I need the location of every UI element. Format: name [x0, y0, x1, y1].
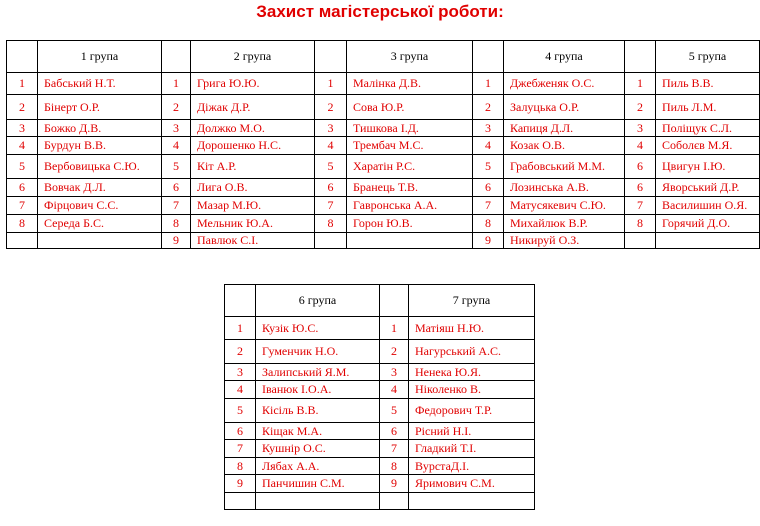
student-number: 4 — [7, 137, 38, 155]
student-name: Тишкова І.Д. — [347, 120, 473, 137]
student-number: 1 — [315, 73, 347, 95]
student-number: 8 — [625, 215, 656, 233]
student-number — [7, 233, 38, 249]
student-number: 1 — [380, 317, 409, 340]
group-header: 1 група — [38, 41, 162, 73]
table-row — [225, 364, 535, 381]
student-number: 7 — [162, 197, 191, 215]
student-number: 1 — [7, 73, 38, 95]
student-number: 2 — [625, 95, 656, 120]
student-number: 1 — [225, 317, 256, 340]
table-row — [7, 197, 760, 215]
student-name: Бінерт О.Р. — [38, 95, 162, 120]
student-number — [315, 233, 347, 249]
student-name: Пиль В.В. — [656, 73, 760, 95]
student-number — [225, 493, 256, 510]
group-header: 6 група — [256, 285, 380, 317]
table-row — [225, 340, 535, 364]
student-number: 3 — [225, 364, 256, 381]
table-row — [7, 179, 760, 197]
student-name: Никируй О.З. — [504, 233, 625, 249]
student-number: 7 — [380, 440, 409, 458]
group-header: 2 група — [191, 41, 315, 73]
group-header: 5 група — [656, 41, 760, 73]
groups-table-2 — [224, 284, 535, 510]
student-name — [409, 493, 535, 510]
student-number: 9 — [162, 233, 191, 249]
student-name: Козак О.В. — [504, 137, 625, 155]
table-row — [225, 399, 535, 423]
student-number: 2 — [473, 95, 504, 120]
student-number: 8 — [380, 458, 409, 475]
student-number: 5 — [473, 155, 504, 179]
student-name: Лябах А.А. — [256, 458, 380, 475]
student-number: 1 — [162, 73, 191, 95]
student-name: Капиця Д.Л. — [504, 120, 625, 137]
student-name: Кузік Ю.С. — [256, 317, 380, 340]
student-number: 2 — [380, 340, 409, 364]
header-number-cell — [225, 285, 256, 317]
student-number: 3 — [162, 120, 191, 137]
student-name: Фірцович С.С. — [38, 197, 162, 215]
student-name: Грига Ю.Ю. — [191, 73, 315, 95]
header-number-cell — [473, 41, 504, 73]
student-number: 2 — [7, 95, 38, 120]
student-name: Божко Д.В. — [38, 120, 162, 137]
student-number: 2 — [315, 95, 347, 120]
student-number: 9 — [380, 475, 409, 493]
student-number: 7 — [315, 197, 347, 215]
student-name: Федорович Т.Р. — [409, 399, 535, 423]
student-number: 9 — [225, 475, 256, 493]
table-row — [225, 475, 535, 493]
student-name — [656, 233, 760, 249]
student-number: 9 — [473, 233, 504, 249]
table-row — [225, 423, 535, 440]
student-name: Яворський Д.Р. — [656, 179, 760, 197]
table-row — [225, 458, 535, 475]
student-number: 1 — [473, 73, 504, 95]
table-row — [225, 381, 535, 399]
student-number: 6 — [315, 179, 347, 197]
student-number: 4 — [225, 381, 256, 399]
group-header: 3 група — [347, 41, 473, 73]
student-number: 7 — [225, 440, 256, 458]
student-name: Бабський Н.Т. — [38, 73, 162, 95]
student-name: Павлюк С.І. — [191, 233, 315, 249]
student-number: 6 — [225, 423, 256, 440]
student-name: Мельник Ю.А. — [191, 215, 315, 233]
table-row — [7, 233, 760, 249]
student-number: 5 — [380, 399, 409, 423]
student-name: Гуменчик Н.О. — [256, 340, 380, 364]
student-name: Сова Ю.Р. — [347, 95, 473, 120]
student-number: 5 — [315, 155, 347, 179]
student-number: 4 — [380, 381, 409, 399]
student-name: Кіт А.Р. — [191, 155, 315, 179]
student-name: Панчишин С.М. — [256, 475, 380, 493]
student-number: 4 — [625, 137, 656, 155]
student-name: Джебженяк О.С. — [504, 73, 625, 95]
student-number: 5 — [225, 399, 256, 423]
header-number-cell — [625, 41, 656, 73]
student-name: Дорошенко Н.С. — [191, 137, 315, 155]
student-name: Діжак Д.Р. — [191, 95, 315, 120]
student-name — [38, 233, 162, 249]
group-header: 4 група — [504, 41, 625, 73]
student-number — [625, 233, 656, 249]
student-number: 4 — [162, 137, 191, 155]
student-name: Кісіль В.В. — [256, 399, 380, 423]
student-number: 6 — [162, 179, 191, 197]
student-name: Залуцька О.Р. — [504, 95, 625, 120]
table-row — [7, 73, 760, 95]
student-name: Матусякевич С.Ю. — [504, 197, 625, 215]
table-row — [225, 317, 535, 340]
table-row — [225, 440, 535, 458]
student-name: Гладкий Т.І. — [409, 440, 535, 458]
student-number: 3 — [380, 364, 409, 381]
student-name: Вовчак Д.Л. — [38, 179, 162, 197]
groups-table-1 — [6, 40, 760, 249]
student-number: 6 — [380, 423, 409, 440]
student-number: 3 — [473, 120, 504, 137]
student-number: 3 — [315, 120, 347, 137]
student-name: Горон Ю.В. — [347, 215, 473, 233]
table-row — [7, 155, 760, 179]
student-number: 6 — [625, 179, 656, 197]
student-number: 3 — [7, 120, 38, 137]
table-row — [7, 120, 760, 137]
student-name: Соболєв М.Я. — [656, 137, 760, 155]
table-row — [7, 95, 760, 120]
student-number: 8 — [225, 458, 256, 475]
student-name: ВурстаД.І. — [409, 458, 535, 475]
student-name: Кушнір О.С. — [256, 440, 380, 458]
student-name — [256, 493, 380, 510]
header-number-cell — [315, 41, 347, 73]
student-name: Поліщук С.Л. — [656, 120, 760, 137]
student-number: 2 — [162, 95, 191, 120]
student-number: 8 — [315, 215, 347, 233]
student-number — [380, 493, 409, 510]
header-number-cell — [380, 285, 409, 317]
student-number: 6 — [625, 155, 656, 179]
student-name: Харатін Р.С. — [347, 155, 473, 179]
student-number: 1 — [625, 73, 656, 95]
table-row — [7, 215, 760, 233]
student-name: Лига О.В. — [191, 179, 315, 197]
header-row — [225, 285, 535, 317]
student-name: Цвигун І.Ю. — [656, 155, 760, 179]
student-name: Должко М.О. — [191, 120, 315, 137]
student-number: 8 — [162, 215, 191, 233]
student-number: 7 — [473, 197, 504, 215]
student-number: 4 — [315, 137, 347, 155]
student-number: 8 — [473, 215, 504, 233]
student-number: 5 — [7, 155, 38, 179]
student-name: Мазар М.Ю. — [191, 197, 315, 215]
student-name: Пиль Л.М. — [656, 95, 760, 120]
page-title: Захист магістерської роботи: — [256, 2, 504, 21]
student-name: Вербовицька С.Ю. — [38, 155, 162, 179]
student-name: Грабовський М.М. — [504, 155, 625, 179]
student-name: Бранець Т.В. — [347, 179, 473, 197]
student-name: Кіщак М.А. — [256, 423, 380, 440]
student-name: Ніколенко В. — [409, 381, 535, 399]
student-number: 7 — [625, 197, 656, 215]
student-name: Василишин О.Я. — [656, 197, 760, 215]
student-name: Бурдун В.В. — [38, 137, 162, 155]
student-name: Нагурський А.С. — [409, 340, 535, 364]
student-name: Іванюк І.О.А. — [256, 381, 380, 399]
student-name: Трембач М.С. — [347, 137, 473, 155]
student-number: 6 — [7, 179, 38, 197]
student-number: 7 — [7, 197, 38, 215]
student-name: Залипський Я.М. — [256, 364, 380, 381]
table-row — [7, 137, 760, 155]
student-name: Середа Б.С. — [38, 215, 162, 233]
student-name: Горячий Д.О. — [656, 215, 760, 233]
student-number: 4 — [473, 137, 504, 155]
header-number-cell — [7, 41, 38, 73]
student-name: Рісний Н.І. — [409, 423, 535, 440]
student-name: Ненека Ю.Я. — [409, 364, 535, 381]
student-number: 6 — [473, 179, 504, 197]
group-header: 7 група — [409, 285, 535, 317]
student-name: Яримович С.М. — [409, 475, 535, 493]
student-number: 8 — [7, 215, 38, 233]
table-row — [225, 493, 535, 510]
header-row — [7, 41, 760, 73]
student-number: 5 — [162, 155, 191, 179]
student-number: 2 — [225, 340, 256, 364]
student-name: Михайлюк В.Р. — [504, 215, 625, 233]
student-name — [347, 233, 473, 249]
student-name: Гавронська А.А. — [347, 197, 473, 215]
student-name: Малінка Д.В. — [347, 73, 473, 95]
student-number: 3 — [625, 120, 656, 137]
header-number-cell — [162, 41, 191, 73]
student-name: Матіяш Н.Ю. — [409, 317, 535, 340]
student-name: Лозинська А.В. — [504, 179, 625, 197]
